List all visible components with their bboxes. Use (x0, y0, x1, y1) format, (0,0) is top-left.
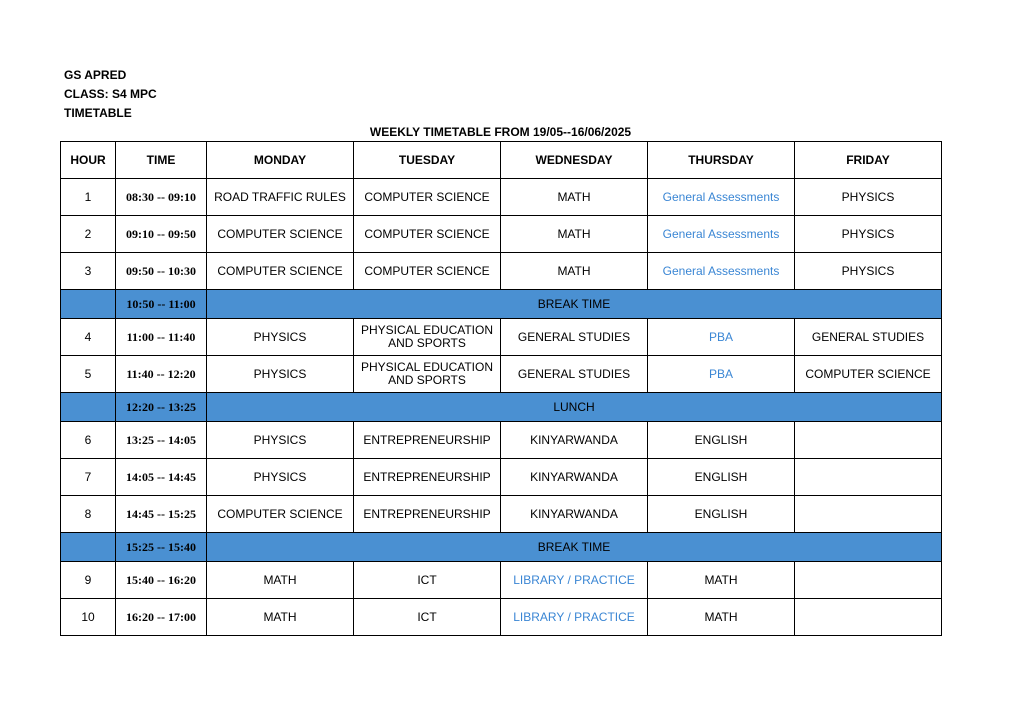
hour-cell: 5 (61, 356, 116, 393)
time-cell: 09:50 -- 10:30 (116, 253, 207, 290)
subject-cell-friday (795, 599, 942, 636)
column-header-time: TIME (116, 142, 207, 179)
timetable-body (61, 179, 942, 636)
subject-cell-wednesday: MATH (501, 253, 648, 290)
subject-cell-tuesday: PHYSICAL EDUCATION AND SPORTS (354, 356, 501, 393)
subject-cell-friday: PHYSICS (795, 179, 942, 216)
subject-cell-friday (795, 562, 942, 599)
break-row (61, 393, 942, 422)
subject-cell-tuesday: COMPUTER SCIENCE (354, 179, 501, 216)
subject-cell-monday: MATH (207, 562, 354, 599)
break-row (61, 533, 942, 562)
subject-cell-thursday: General Assessments (648, 216, 795, 253)
subject-cell-thursday: PBA (648, 319, 795, 356)
column-header-thursday: THURSDAY (648, 142, 795, 179)
column-header-tuesday: TUESDAY (354, 142, 501, 179)
subject-cell-thursday: General Assessments (648, 253, 795, 290)
timetable-title: WEEKLY TIMETABLE FROM 19/05--16/06/2025 (369, 125, 632, 139)
lesson-row (61, 459, 942, 496)
subject-cell-wednesday: LIBRARY / PRACTICE (501, 562, 648, 599)
subject-cell-wednesday: MATH (501, 216, 648, 253)
subject-cell-wednesday: GENERAL STUDIES (501, 356, 648, 393)
class-line: CLASS: S4 MPC (64, 87, 157, 101)
subject-cell-thursday: MATH (648, 599, 795, 636)
subject-cell-wednesday: KINYARWANDA (501, 422, 648, 459)
lesson-row (61, 253, 942, 290)
time-cell: 15:25 -- 15:40 (116, 533, 207, 562)
lesson-row (61, 356, 942, 393)
break-row (61, 290, 942, 319)
time-cell: 10:50 -- 11:00 (116, 290, 207, 319)
time-cell: 15:40 -- 16:20 (116, 562, 207, 599)
time-cell: 11:00 -- 11:40 (116, 319, 207, 356)
lesson-row (61, 422, 942, 459)
hour-cell: 7 (61, 459, 116, 496)
hour-cell: 8 (61, 496, 116, 533)
time-cell: 13:25 -- 14:05 (116, 422, 207, 459)
hour-cell (61, 393, 116, 422)
subject-cell-friday: PHYSICS (795, 216, 942, 253)
subject-cell-friday (795, 422, 942, 459)
break-label: BREAK TIME (207, 290, 942, 319)
column-header-friday: FRIDAY (795, 142, 942, 179)
school-name: GS APRED (64, 68, 127, 82)
subject-cell-friday: COMPUTER SCIENCE (795, 356, 942, 393)
hour-cell (61, 290, 116, 319)
subject-cell-tuesday: ENTREPRENEURSHIP (354, 422, 501, 459)
header-row (61, 142, 942, 179)
subject-cell-thursday: MATH (648, 562, 795, 599)
subject-cell-wednesday: MATH (501, 179, 648, 216)
subject-cell-tuesday: PHYSICAL EDUCATION AND SPORTS (354, 319, 501, 356)
subject-cell-friday (795, 496, 942, 533)
lesson-row (61, 179, 942, 216)
time-cell: 14:05 -- 14:45 (116, 459, 207, 496)
document-header (64, 66, 157, 123)
hour-cell: 10 (61, 599, 116, 636)
subject-cell-tuesday: ICT (354, 562, 501, 599)
subject-cell-tuesday: ENTREPRENEURSHIP (354, 496, 501, 533)
subject-cell-thursday: General Assessments (648, 179, 795, 216)
lesson-row (61, 319, 942, 356)
time-cell: 12:20 -- 13:25 (116, 393, 207, 422)
lesson-row (61, 562, 942, 599)
lesson-row (61, 599, 942, 636)
hour-cell: 2 (61, 216, 116, 253)
lesson-row (61, 216, 942, 253)
column-header-hour: HOUR (61, 142, 116, 179)
subject-cell-thursday: PBA (648, 356, 795, 393)
subject-cell-tuesday: COMPUTER SCIENCE (354, 253, 501, 290)
subject-cell-tuesday: ICT (354, 599, 501, 636)
hour-cell (61, 533, 116, 562)
break-label: BREAK TIME (207, 533, 942, 562)
break-label: LUNCH (207, 393, 942, 422)
subject-cell-wednesday: LIBRARY / PRACTICE (501, 599, 648, 636)
hour-cell: 9 (61, 562, 116, 599)
hour-cell: 4 (61, 319, 116, 356)
subject-cell-monday: COMPUTER SCIENCE (207, 216, 354, 253)
subject-cell-friday (795, 459, 942, 496)
subject-cell-friday: PHYSICS (795, 253, 942, 290)
subject-cell-monday: PHYSICS (207, 459, 354, 496)
time-cell: 11:40 -- 12:20 (116, 356, 207, 393)
time-cell: 09:10 -- 09:50 (116, 216, 207, 253)
column-header-wednesday: WEDNESDAY (501, 142, 648, 179)
subject-cell-thursday: ENGLISH (648, 496, 795, 533)
hour-cell: 6 (61, 422, 116, 459)
time-cell: 14:45 -- 15:25 (116, 496, 207, 533)
timetable (60, 141, 942, 636)
document-type: TIMETABLE (64, 106, 132, 120)
subject-cell-monday: COMPUTER SCIENCE (207, 496, 354, 533)
subject-cell-tuesday: COMPUTER SCIENCE (354, 216, 501, 253)
subject-cell-monday: PHYSICS (207, 422, 354, 459)
subject-cell-thursday: ENGLISH (648, 422, 795, 459)
subject-cell-tuesday: ENTREPRENEURSHIP (354, 459, 501, 496)
column-header-monday: MONDAY (207, 142, 354, 179)
subject-cell-wednesday: KINYARWANDA (501, 459, 648, 496)
subject-cell-monday: PHYSICS (207, 356, 354, 393)
subject-cell-friday: GENERAL STUDIES (795, 319, 942, 356)
time-cell: 16:20 -- 17:00 (116, 599, 207, 636)
subject-cell-thursday: ENGLISH (648, 459, 795, 496)
subject-cell-monday: COMPUTER SCIENCE (207, 253, 354, 290)
hour-cell: 3 (61, 253, 116, 290)
subject-cell-wednesday: KINYARWANDA (501, 496, 648, 533)
subject-cell-monday: MATH (207, 599, 354, 636)
subject-cell-monday: ROAD TRAFFIC RULES (207, 179, 354, 216)
subject-cell-monday: PHYSICS (207, 319, 354, 356)
time-cell: 08:30 -- 09:10 (116, 179, 207, 216)
subject-cell-wednesday: GENERAL STUDIES (501, 319, 648, 356)
hour-cell: 1 (61, 179, 116, 216)
lesson-row (61, 496, 942, 533)
